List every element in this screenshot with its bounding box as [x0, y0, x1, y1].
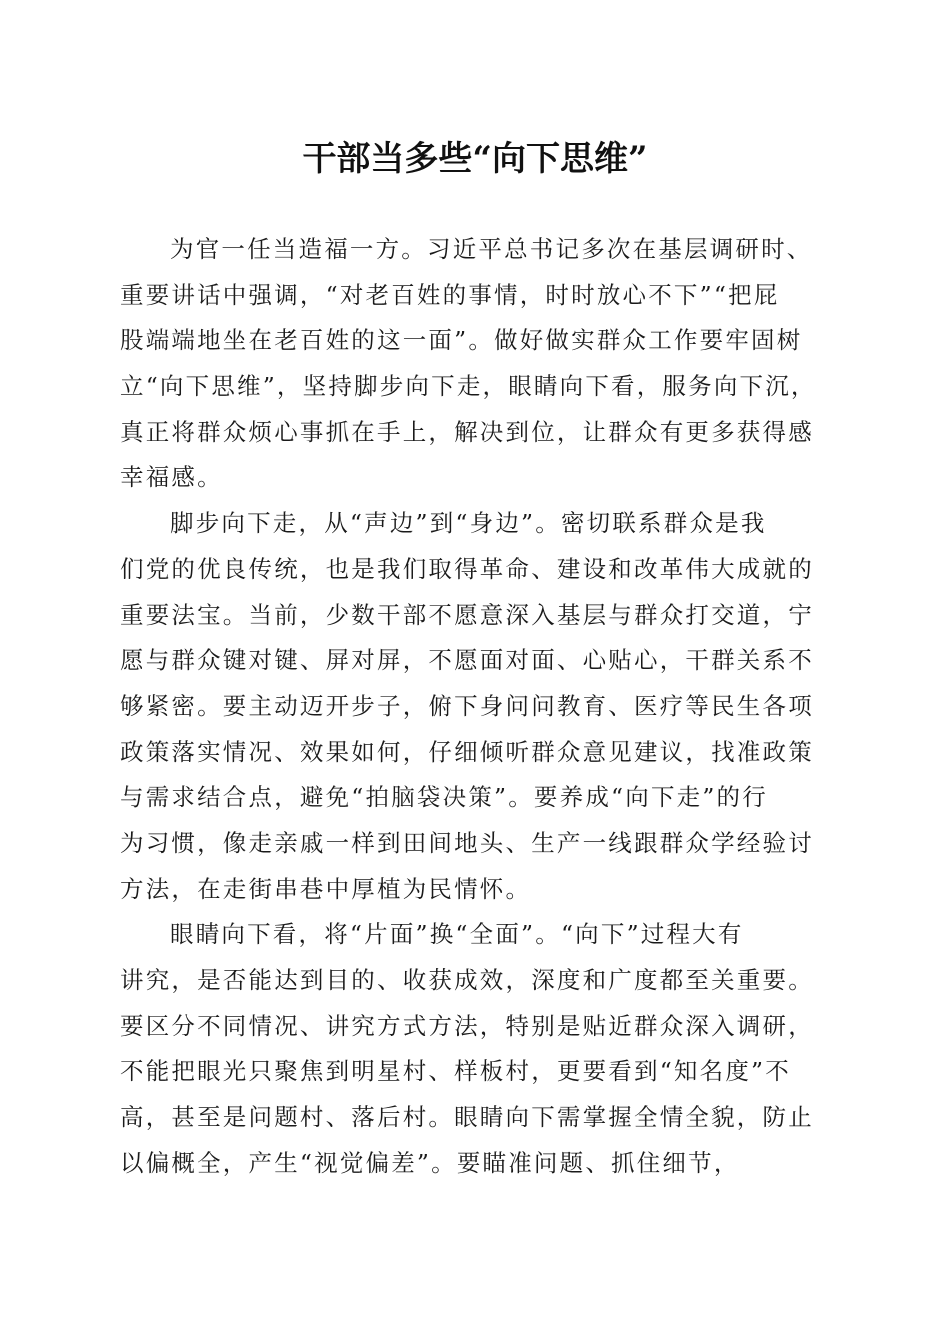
text-line: 们党的优良传统，也是我们取得革命、建设和改革伟大成就的: [120, 554, 814, 583]
text-line: 重要讲话中强调，“对老百姓的事情，时时放心不下”“把屁: [120, 280, 780, 309]
text-line: 要区分不同情况、讲究方式方法，特别是贴近群众深入调研，: [120, 1011, 814, 1040]
text-line: 政策落实情况、效果如何，仔细倾听群众意见建议，找准政策: [120, 737, 814, 766]
text-line: 以偏概全，产生“视觉偏差”。要瞄准问题、抓住细节，: [120, 1148, 740, 1177]
text-line: 高，甚至是问题村、落后村。眼睛向下需掌握全情全貌，防止: [120, 1103, 814, 1132]
text-line: 立“向下思维”，坚持脚步向下走，眼睛向下看，服务向下沉，: [120, 372, 817, 401]
paragraph: [120, 501, 832, 912]
text-line: 重要法宝。当前，少数干部不愿意深入基层与群众打交道，宁: [120, 600, 814, 629]
text-line: 幸福感。: [120, 463, 223, 492]
text-line: 方法，在走街串巷中厚植为民情怀。: [120, 874, 532, 903]
text-line: 够紧密。要主动迈开步子，俯下身问问教育、医疗等民生各项: [120, 691, 814, 720]
text-line: 真正将群众烦心事抓在手上，解决到位，让群众有更多获得感: [120, 417, 814, 446]
paragraph: [120, 227, 832, 501]
text-line: 为官一任当造福一方。习近平总书记多次在基层调研时、: [170, 235, 813, 263]
article-body: [120, 227, 832, 1186]
text-line: 愿与群众键对键、屏对屏，不愿面对面、心贴心，干群关系不: [120, 646, 814, 675]
text-line: 讲究，是否能达到目的、收获成效，深度和广度都至关重要。: [120, 966, 814, 994]
text-line: 脚步向下走，从“声边”到“身边”。密切联系群众是我: [170, 509, 767, 538]
page-title: 干部当多些“向下思维”: [302, 139, 648, 179]
paragraph: [120, 912, 832, 1186]
text-line: 不能把眼光只聚焦到明星村、样板村，更要看到“知名度”不: [120, 1057, 791, 1086]
text-line: 与需求结合点，避免“拍脑袋决策”。要养成“向下走”的行: [120, 783, 768, 812]
text-line: 为习惯，像走亲戚一样到田间地头、生产一线跟群众学经验讨: [120, 828, 814, 857]
text-line: 股端端地坐在老百姓的这一面”。做好做实群众工作要牢固树: [120, 326, 803, 355]
text-line: 眼睛向下看，将“片面”换“全面”。“向下”过程大有: [170, 920, 744, 949]
